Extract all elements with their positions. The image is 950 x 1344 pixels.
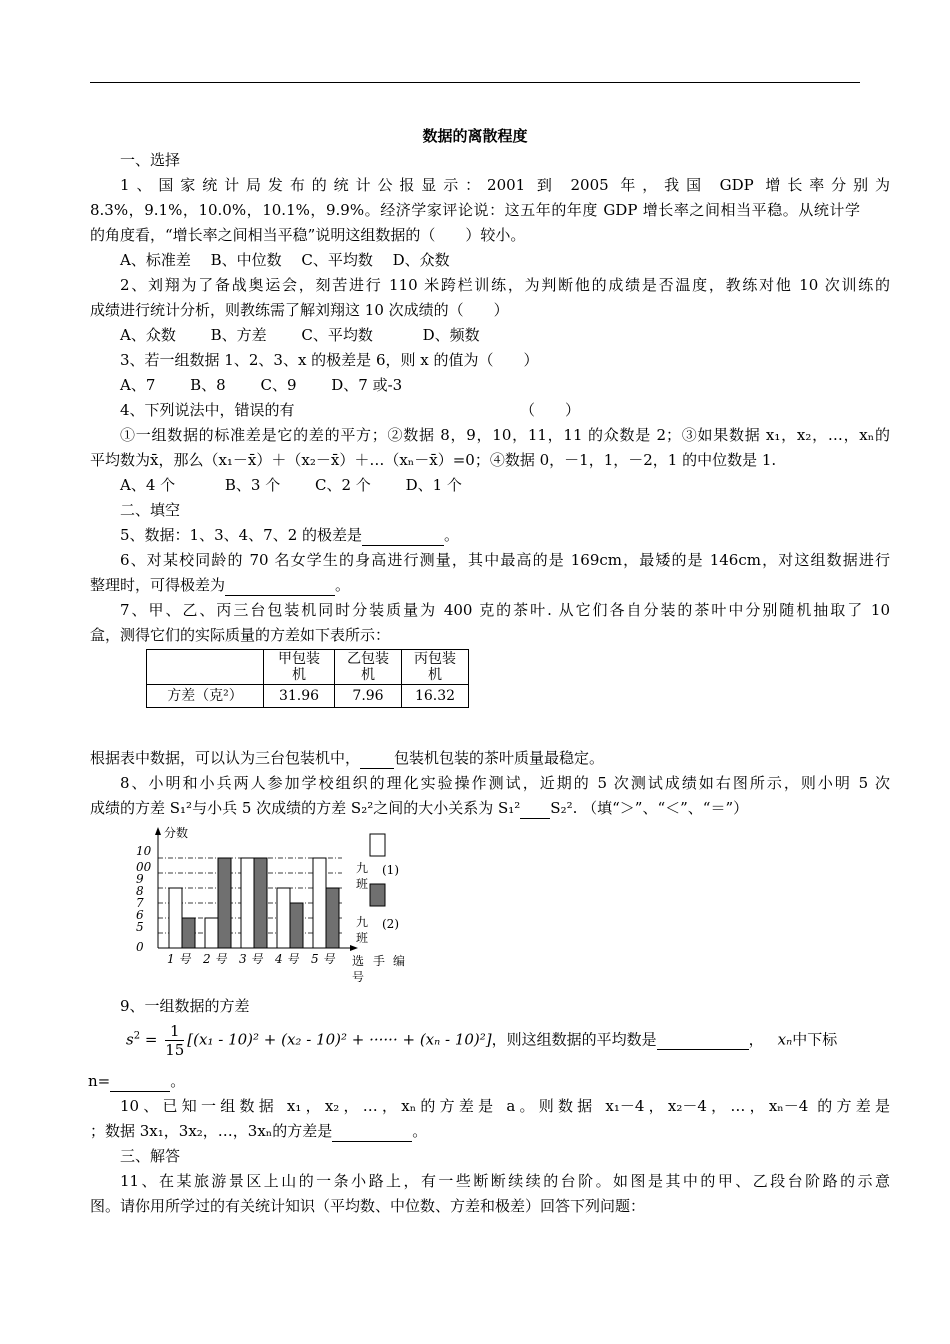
table-header-cell: 乙包装 机: [335, 650, 402, 685]
x-tick-label: 1 号: [167, 952, 191, 966]
q9-n-line: n= 。: [88, 1072, 186, 1090]
table-row: [147, 650, 469, 685]
legend-swatch-1: [370, 834, 385, 856]
bar-2: [326, 888, 339, 948]
q2-line1: 2、刘翔为了备战奥运会，刻苦进行 110 米跨栏训练，为判断他的成绩是否温度，教练对他 10 次训练的: [120, 276, 890, 294]
q8-end: S₂². （填“＞”、“＜”、“＝”）: [550, 799, 749, 817]
y-tick-label: 6: [136, 908, 144, 922]
legend-label: 九: [356, 861, 369, 875]
x-axis-label: 编: [393, 954, 406, 968]
q1-line2: 8.3%，9.1%，10.0%，10.1%，9.9%。经济学家评论说：这五年的年度 GDP 增长率之间相当平稳。从统计学: [90, 201, 860, 219]
q5-text: 5、数据：1、3、4、7、2 的极差是: [120, 526, 363, 544]
q11-line2: 图。请你用所学过的有关统计知识（平均数、中位数、方差和极差）回答下列问题：: [90, 1197, 646, 1215]
q10-text: ；数据 3x₁，3x₂，…，3xₙ的方差是: [90, 1122, 333, 1140]
q8-line1: 8、小明和小兵两人参加学校组织的理化实验操作测试，近期的 5 次测试成绩如右图所示，则小明 5 次: [120, 774, 890, 792]
table-cell: 7.96: [335, 685, 402, 708]
legend-label: 班: [356, 931, 369, 945]
q2-options: A、众数 B、方差 C、平均数 D、频数: [120, 326, 480, 344]
formula-body: [(x₁ - 10)² + (x₂ - 10)² + ······ + (xₙ - 10)²]: [187, 1030, 492, 1049]
q10-line2: ；数据 3x₁，3x₂，…，3xₙ的方差是 。: [90, 1122, 428, 1140]
q6-end: 。: [335, 576, 351, 594]
formula-s: s: [126, 1030, 134, 1049]
q3-options: A、7 B、8 C、9 D、7 或-3: [120, 376, 403, 394]
table-header-cell: 丙包装 机: [402, 650, 469, 685]
answer-blank[interactable]: [520, 798, 550, 819]
formula-xn: xₙ: [777, 1030, 793, 1049]
section-heading-choice: 一、选择: [120, 151, 181, 169]
header-rule: [90, 82, 860, 83]
bar-1: [241, 858, 254, 948]
x-axis-label: 选: [352, 954, 365, 968]
table-header-cell: 甲包装 机: [264, 650, 335, 685]
bar-1: [277, 888, 290, 948]
x-axis-label: 手: [373, 954, 386, 968]
q7-after-text: 根据表中数据，可以认为三台包装机中，: [90, 749, 361, 767]
answer-blank[interactable]: [225, 575, 335, 596]
y-tick-label: 8: [136, 884, 144, 898]
q9-tail: 中下标: [792, 1030, 838, 1049]
variance-table: [146, 649, 469, 708]
x-axis-label: 号: [352, 970, 365, 984]
y-axis-arrow: [155, 827, 161, 835]
legend-tag: (2): [382, 917, 399, 931]
q8-text: 成绩的方差 S₁²与小兵 5 次成绩的方差 S₂²之间的大小关系为 S₁²: [90, 799, 521, 817]
y-axis-label: 分数: [164, 826, 189, 840]
x-tick-label: 3 号: [239, 952, 263, 966]
q4-options: A、4 个 B、3 个 C、2 个 D、1 个: [120, 476, 462, 494]
y-tick-label: 7: [136, 896, 144, 910]
bar-2: [182, 918, 195, 948]
x-tick-label: 5 号: [311, 952, 335, 966]
answer-blank[interactable]: [657, 1031, 749, 1050]
q4-head: 4、下列说法中，错误的有: [120, 401, 295, 419]
q9-after-text: ，则这组数据的平均数是: [491, 1030, 657, 1049]
formula-fraction: $\frac{1}{15}$: [165, 1022, 185, 1059]
legend-label: 九: [356, 915, 369, 929]
q4-stem: [90, 400, 890, 420]
y-tick-label: 5: [136, 920, 144, 934]
table-row-label: 方差（克²）: [147, 685, 264, 708]
q7-line2: 盒，测得它们的实际质量的方差如下表所示：: [90, 626, 391, 644]
q11-line1: 11、在某旅游景区上山的一条小路上，有一些断断续续的台阶。如图是其中的甲、乙段台阶路的示意: [120, 1172, 890, 1190]
x-tick-label: 2 号: [203, 952, 227, 966]
table-cell: 16.32: [402, 685, 469, 708]
q5: [90, 525, 890, 546]
q4-line1: ①一组数据的标准差是它的差的平方；②数据 8，9，10，11，11 的众数是 2；③如果数据 x₁，x₂，…，xₙ的: [120, 426, 890, 444]
y-tick-label: 0: [136, 940, 144, 954]
bar-2: [254, 858, 267, 948]
answer-blank[interactable]: [332, 1121, 412, 1142]
q7-after-end: 包装机包装的茶叶质量最稳定。: [394, 749, 605, 767]
bar-1: [313, 858, 326, 948]
q5-end: 。: [444, 526, 460, 544]
q8-line2: [90, 798, 860, 819]
q6-text: 整理时，可得极差为: [90, 576, 226, 594]
q1-line3: 的角度看，“增长率之间相当平稳”说明这组数据的（ ）较小。: [90, 226, 526, 244]
score-bar-chart: [128, 825, 418, 985]
q3-stem: 3、若一组数据 1、2、3、x 的极差是 6，则 x 的值为（ ）: [120, 351, 539, 369]
q1-options: A、标准差 B、中位数 C、平均数 D、众数: [120, 251, 450, 269]
q9-stem: 9、一组数据的方差: [120, 997, 250, 1015]
answer-blank[interactable]: [360, 748, 394, 769]
x-tick-label: 4 号: [275, 952, 299, 966]
q4-line2: 平均数为x̄，那么（x₁－x̄）＋（x₂－x̄）＋…（xₙ－x̄）=0；④数据 0，－1，1，－2，1 的中位数是 1.: [90, 451, 777, 469]
section-heading-fill: 二、填空: [120, 501, 181, 519]
legend-tag: (1): [382, 863, 399, 877]
y-tick-label: 9: [136, 872, 144, 886]
section-heading-solve: 三、解答: [120, 1147, 181, 1165]
bar-1: [205, 918, 218, 948]
bar-2: [290, 903, 303, 948]
q7-after: [90, 748, 860, 769]
q6-line2: [90, 575, 860, 596]
legend-swatch-2: [370, 884, 385, 906]
q10-line1: 10、已知一组数据 x₁，x₂，…，xₙ的方差是 a。则数据 x₁－4，x₂－4，…，xₙ－4 的方差是: [120, 1097, 890, 1115]
bar-2: [218, 858, 231, 948]
q4-answer-paren: （ ）: [520, 401, 581, 419]
q2-line2: 成绩进行统计分析，则教练需了解刘翔这 10 次成绩的（ ）: [90, 301, 509, 319]
answer-blank[interactable]: [110, 1071, 170, 1092]
bar-1: [169, 888, 182, 948]
page-title: 数据的离散程度: [422, 127, 528, 145]
x-axis-arrow: [350, 945, 358, 951]
q7-line1: 7、甲、乙、丙三台包装机同时分装质量为 400 克的茶叶. 从它们各自分装的茶叶中分别随机抽取了 10: [120, 601, 890, 619]
answer-blank[interactable]: [362, 525, 444, 546]
q9-n-text: n=: [88, 1072, 111, 1090]
q9-formula: $s^2$ = $\frac{1}{15}$ [(x₁ - 10)² + (x₂ - 10)² + ······ + (xₙ - 10)²]，则这组数据的平均数是 ， xₙ中下标: [126, 1022, 838, 1059]
q1-line1: 1、国家统计局发布的统计公报显示：2001 到 2005 年，我国 GDP 增长率分别为: [120, 176, 890, 194]
y-tick-label: 00: [136, 860, 152, 874]
legend-label: 班: [356, 877, 369, 891]
table-cell: 31.96: [264, 685, 335, 708]
q6-line1: 6、对某校同龄的 70 名女学生的身高进行测量，其中最高的是 169cm，最矮的是 146cm，对这组数据进行: [120, 551, 890, 569]
table-row: [147, 685, 469, 708]
table-corner-cell: [147, 650, 264, 685]
y-tick-label: 10: [136, 844, 152, 858]
